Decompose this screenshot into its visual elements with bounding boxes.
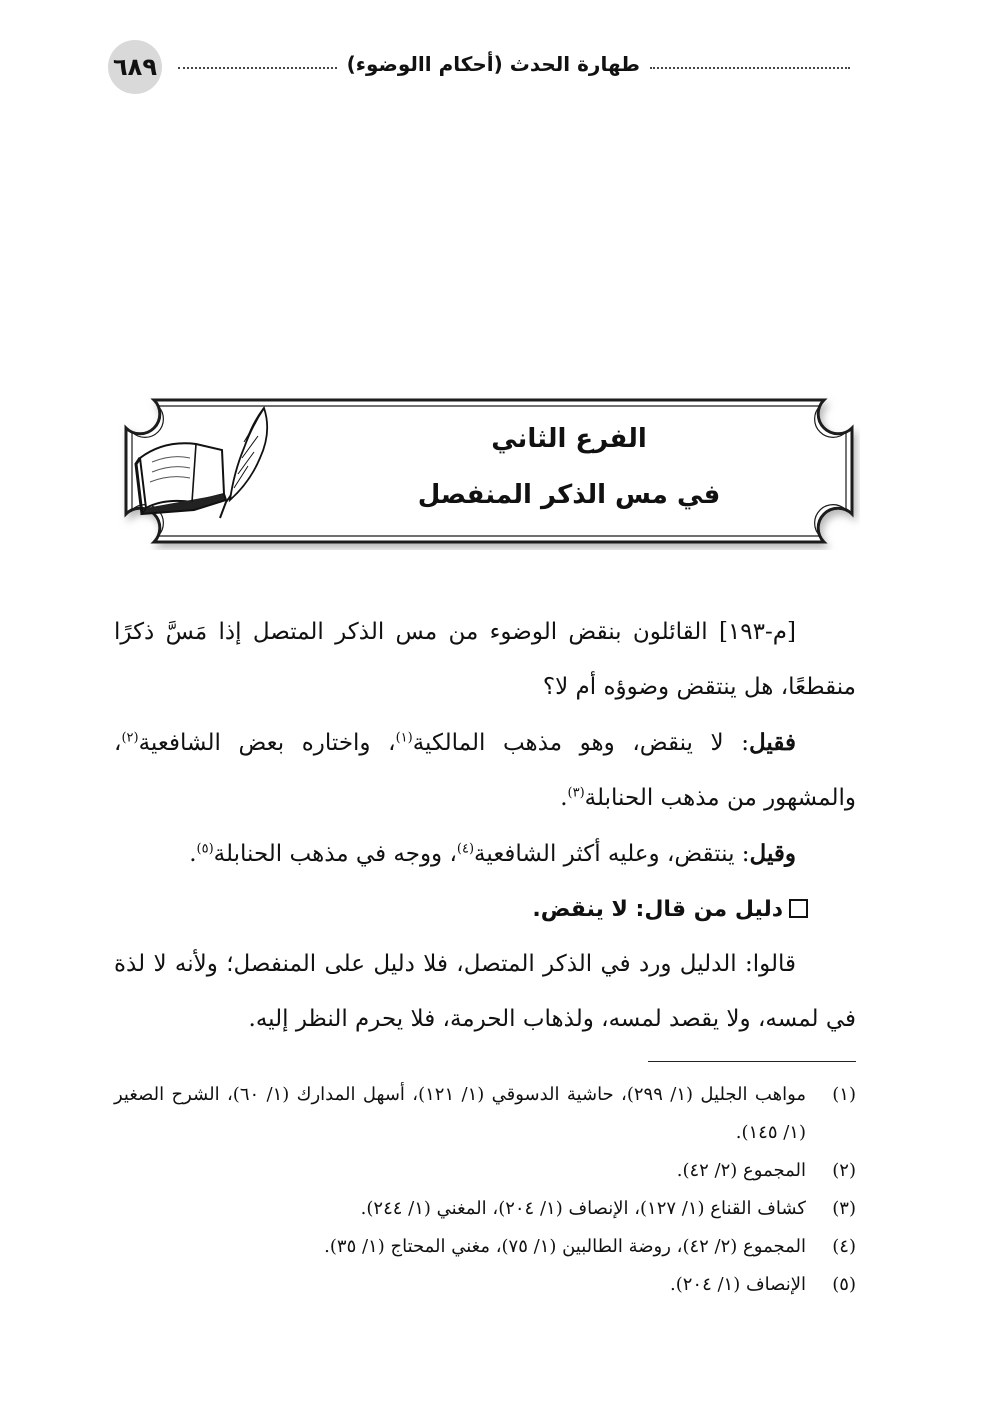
section-title: الفرع الثاني xyxy=(491,424,647,454)
footnote-item xyxy=(114,1076,856,1152)
page-number: ٦٨٩ xyxy=(108,40,162,94)
footnote-number: (٢) xyxy=(832,1160,856,1181)
paragraph-evidence: قالوا: الدليل ورد في الذكر المتصل، فلا دليل على المنفصل؛ ولأنه لا لذة في لمسه، ولا يقصد لمسه، ولذهاب الحرمة، فلا يحرم النظر إليه. xyxy=(114,951,856,1032)
paragraph-second-opinion xyxy=(114,826,856,882)
opinion-lead: فقيل xyxy=(749,729,797,756)
leader-dots-right xyxy=(650,67,850,69)
footnote-item xyxy=(114,1190,856,1228)
footnote-item xyxy=(114,1266,856,1304)
footnote-item xyxy=(114,1228,856,1266)
evidence-heading-text: دليل من قال: لا ينقض. xyxy=(532,897,783,922)
opinion-text: . xyxy=(560,785,568,811)
checkbox-square-icon xyxy=(789,899,808,918)
footnote-text: المجموع (٢/ ٤٢). xyxy=(676,1160,806,1181)
footnote-number: (١) xyxy=(832,1084,856,1105)
page-header xyxy=(108,40,850,98)
opinion-text: : لا ينقض، وهو مذهب المالكية xyxy=(412,730,750,756)
footnotes xyxy=(114,1076,856,1304)
footnote-ref: (٣) xyxy=(567,785,585,801)
leader-dots-left xyxy=(178,67,337,69)
footnote-item xyxy=(114,1152,856,1190)
paragraph-question: [م-١٩٣] القائلون بنقض الوضوء من مس الذكر المتصل إذا مَسَّ ذكرًا منقطعًا، هل ينتقض وضوؤه أم لا؟ xyxy=(114,619,856,700)
footnote-text: الإنصاف (١/ ٢٠٤). xyxy=(669,1274,806,1295)
footnote-ref: (٥) xyxy=(196,841,214,857)
footnote-number: (٥) xyxy=(832,1274,856,1295)
opinion-text: ، واختاره بعض الشافعية xyxy=(138,730,396,756)
footnote-text: المجموع (٢/ ٤٢)، روضة الطالبين (١/ ٧٥)، مغني المحتاج (١/ ٣٥). xyxy=(324,1236,806,1257)
opinion-text: . xyxy=(189,841,197,867)
paragraph-first-opinion xyxy=(114,715,856,826)
footnote-text: مواهب الجليل (١/ ٢٩٩)، حاشية الدسوقي (١/ ١٢١)، أسهل المدارك (١/ ٦٠)، الشرح الصغير (١/ ١٤٥). xyxy=(114,1084,807,1143)
footnote-ref: (٢) xyxy=(121,730,139,746)
opinion-lead: وقيل xyxy=(749,840,796,867)
evidence-heading xyxy=(114,882,856,937)
opinion-text: ، ووجه في مذهب الحنابلة xyxy=(213,841,457,867)
footnote-number: (٣) xyxy=(832,1198,856,1219)
footnote-ref: (١) xyxy=(395,730,413,746)
footnote-number: (٤) xyxy=(832,1236,856,1257)
running-title: طهارة الحدث (أحكام االوضوء) xyxy=(346,52,640,76)
footnote-text: كشاف القناع (١/ ١٢٧)، الإنصاف (١/ ٢٠٤)، المغني (١/ ٢٤٤). xyxy=(360,1198,806,1219)
footnote-ref: (٤) xyxy=(456,841,475,857)
section-subtitle: في مس الذكر المنفصل xyxy=(417,480,721,510)
running-title-row xyxy=(178,52,850,76)
section-banner xyxy=(118,396,860,550)
body-text xyxy=(114,605,856,1047)
book-quill-icon xyxy=(134,402,274,522)
footnote-separator xyxy=(648,1061,856,1062)
opinion-text: ، والمشهور من مذهب الحنابلة xyxy=(114,730,856,811)
opinion-text: : ينتقض، وعليه أكثر الشافعية xyxy=(474,841,750,867)
